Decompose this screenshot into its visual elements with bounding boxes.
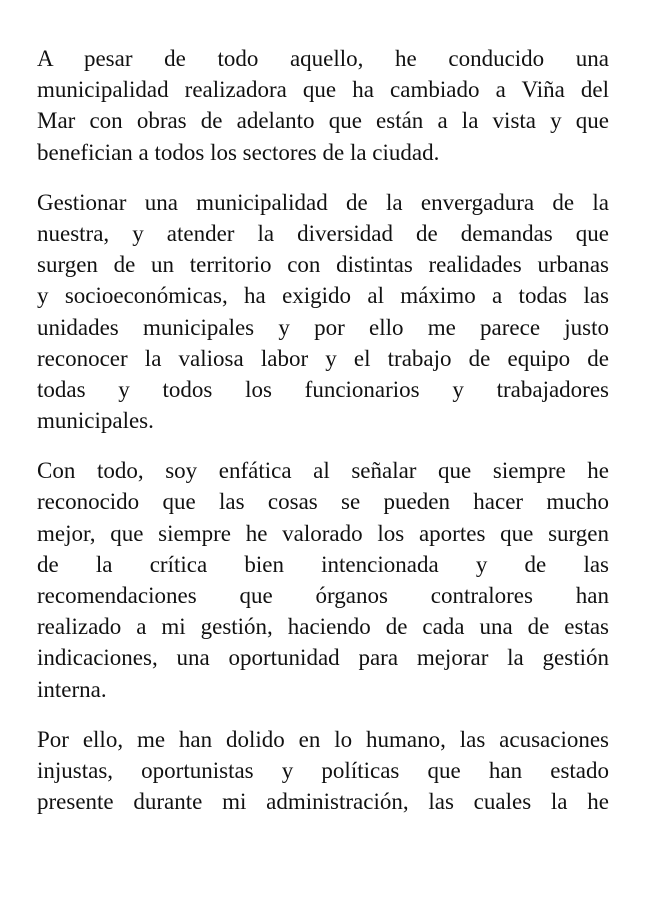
text-line: reconocido que las cosas se pueden hacer mucho [37, 489, 609, 515]
paragraph-3 [37, 455, 609, 705]
text-line: unidades municipales y por ello me parece justo [37, 314, 609, 340]
text-line: benefician a todos los sectores de la ciudad. [37, 139, 440, 165]
text-line: reconocer la valiosa labor y el trabajo de equipo de [37, 345, 609, 371]
text-line: surgen de un territorio con distintas realidades urbanas [37, 252, 609, 278]
paragraph-1 [37, 43, 609, 168]
text-line: Gestionar una municipalidad de la envergadura de la [37, 189, 609, 215]
text-line: municipales. [37, 408, 154, 434]
text-line: municipalidad realizadora que ha cambiado a Viña del [37, 77, 609, 103]
text-line: mejor, que siempre he valorado los aportes que surgen [37, 520, 609, 546]
paragraph-4 [37, 724, 609, 818]
text-line: Por ello, me han dolido en lo humano, las acusaciones [37, 726, 609, 752]
text-line: Mar con obras de adelanto que están a la vista y que [37, 108, 609, 134]
text-line: indicaciones, una oportunidad para mejorar la gestión [37, 645, 609, 671]
text-line: injustas, oportunistas y políticas que han estado [37, 757, 609, 783]
text-line: A pesar de todo aquello, he conducido una [37, 46, 609, 71]
text-line: todas y todos los funcionarios y trabajadores [37, 376, 609, 402]
text-line: y socioeconómicas, ha exigido al máximo a todas las [37, 283, 609, 309]
text-line: presente durante mi administración, las cuales la he [37, 789, 609, 815]
text-line: Con todo, soy enfática al señalar que siempre he [37, 458, 609, 484]
text-line: interna. [37, 676, 107, 702]
text-line: recomendaciones que órganos contralores han [37, 583, 609, 608]
text-line: nuestra, y atender la diversidad de demandas que [37, 220, 609, 246]
text-line: realizado a mi gestión, haciendo de cada una de estas [37, 614, 609, 640]
paragraph-2 [37, 187, 609, 437]
document-page [37, 43, 609, 817]
text-line: de la crítica bien intencionada y de las [37, 551, 609, 577]
